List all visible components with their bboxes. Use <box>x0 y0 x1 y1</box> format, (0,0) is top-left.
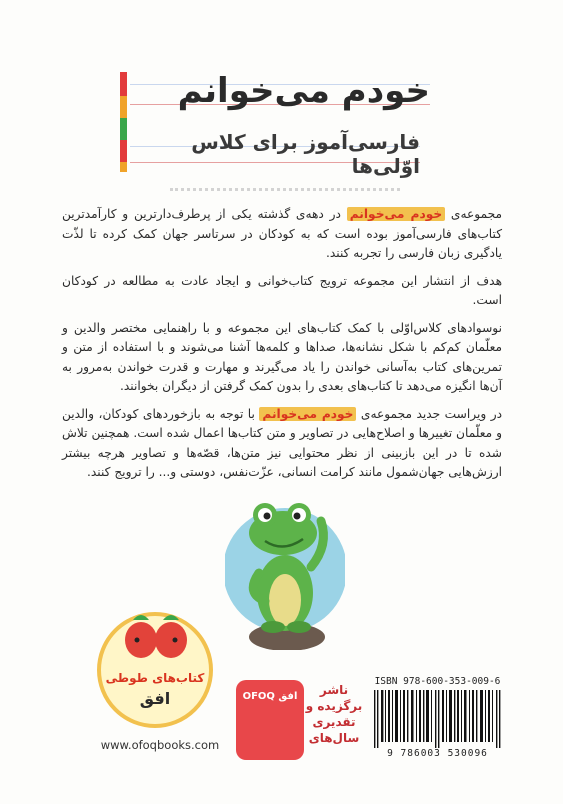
frog-illustration <box>225 475 345 650</box>
color-strip-orange <box>120 96 127 118</box>
color-strip-green <box>120 118 127 140</box>
publisher-award-caption: ناشر برگزیده و تقدیری سال‌های <box>305 683 363 745</box>
color-strip-red <box>120 72 127 96</box>
logo-label: کتاب‌های طوطی <box>105 671 205 685</box>
tootak-books-logo <box>95 600 215 730</box>
description-text <box>62 205 502 491</box>
series-name-highlight: خودم می‌خوانم <box>347 207 445 221</box>
color-strip-orange-2 <box>120 162 127 172</box>
paragraph-1-start: مجموعه‌ی <box>445 207 503 221</box>
book-subtitle: فارسی‌آموز برای کلاس اوّلی‌ها <box>191 130 420 178</box>
paragraph-3: نوسوادهای کلاس‌اوّلی با کمک کتاب‌های این مجموعه و با راهنمایی مختصر والدین و معلّمان کم‌کم با شکل نشانه‌ها، صداها و کلمه‌ها آشنا می‌شوند و با استفاده از متن و تمرین‌های کتاب به‌آسانی خواندن را یاد می‌گیرند و مهارت و قدرت خواندن به‌مرور به آن‌ها انگیزه می‌دهد تا کتاب‌های بعدی را بدون کمک گرفتن از دیگران بخوانند. <box>62 320 502 393</box>
paragraph-1 <box>62 205 502 264</box>
paragraph-2: هدف از انتشار این مجموعه ترویج کتاب‌خوانی و ایجاد عادت به مطالعه در کودکان است. <box>62 273 502 307</box>
color-strip-red-2 <box>120 140 127 162</box>
publisher-badge-text: افق OFOQ <box>242 691 298 702</box>
publisher-badge <box>236 680 304 760</box>
book-title: خودم می‌خوانم <box>177 71 430 111</box>
series-name-highlight: خودم می‌خوانم <box>259 407 356 421</box>
logo-brand: افق <box>139 689 171 708</box>
isbn-label: ISBN 978-600-353-009-6 <box>374 676 501 687</box>
isbn-number: 9 786003 530096 <box>387 748 488 759</box>
paragraph-4-start: در ویراست جدید مجموعه‌ی <box>356 406 503 421</box>
paragraph-4 <box>62 405 502 483</box>
dotted-separator <box>170 188 400 191</box>
website-url: www.ofoqbooks.com <box>100 738 220 752</box>
paragraph-1-rest: در دهه‌ی گذشته یکی از پرطرف‌دارترین و کارآمدترین کتاب‌های فارسی‌آموز بوده است که به کودکان در سرتاسر جهان کمک کرده تا لذّت یادگیری زبان فارسی را تجربه کنند. <box>62 207 502 260</box>
barcode <box>370 690 505 748</box>
paragraph-4-rest: با توجه به بازخوردهای کودکان، والدین و معلّمان تغییرها و اصلاح‌هایی در تصاویر و متن کتاب‌ها اعمال شده است. همچنین تلاش شده تا در این بازبینی از نظر محتوایی نیز متن‌ها، قصّه‌ها و تصاویر هرچه بیشتر ارزش‌هایی جهان‌شمول مانند کرامت انسانی، عزّت‌نفس، دوستی و... را ترویج کنند. <box>62 406 502 479</box>
